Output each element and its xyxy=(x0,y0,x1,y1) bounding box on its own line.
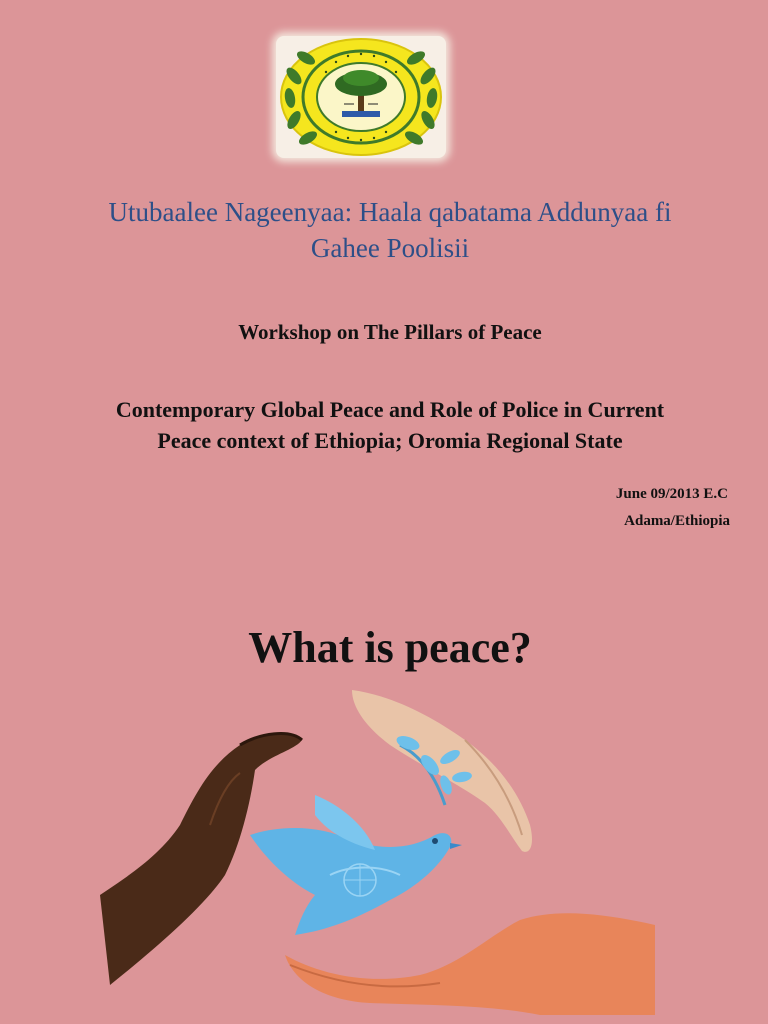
workshop-date: June 09/2013 E.C xyxy=(615,486,728,502)
document-title xyxy=(40,194,740,266)
college-logo xyxy=(276,36,446,158)
workshop-topic xyxy=(30,394,750,456)
title-line-2: Gahee Poolisii xyxy=(310,233,470,263)
oromia-police-college-emblem-icon xyxy=(276,36,446,158)
workshop-place: Adama/Ethiopia xyxy=(624,513,730,529)
topic-line-2: Peace context of Ethiopia; Oromia Regional State xyxy=(157,428,623,453)
section-heading: What is peace? xyxy=(248,623,532,672)
peace-dove xyxy=(250,795,462,935)
title-line-1: Utubaalee Nageenyaa: Haala qabatama Addunyaa fi xyxy=(108,197,672,227)
hands-with-peace-dove-icon xyxy=(90,685,660,1015)
top-hand-shape xyxy=(352,690,532,852)
workshop-subtitle: Workshop on The Pillars of Peace xyxy=(238,320,542,344)
bottom-hand-shape xyxy=(285,913,655,1015)
topic-line-1: Contemporary Global Peace and Role of Police in Current xyxy=(115,397,665,422)
